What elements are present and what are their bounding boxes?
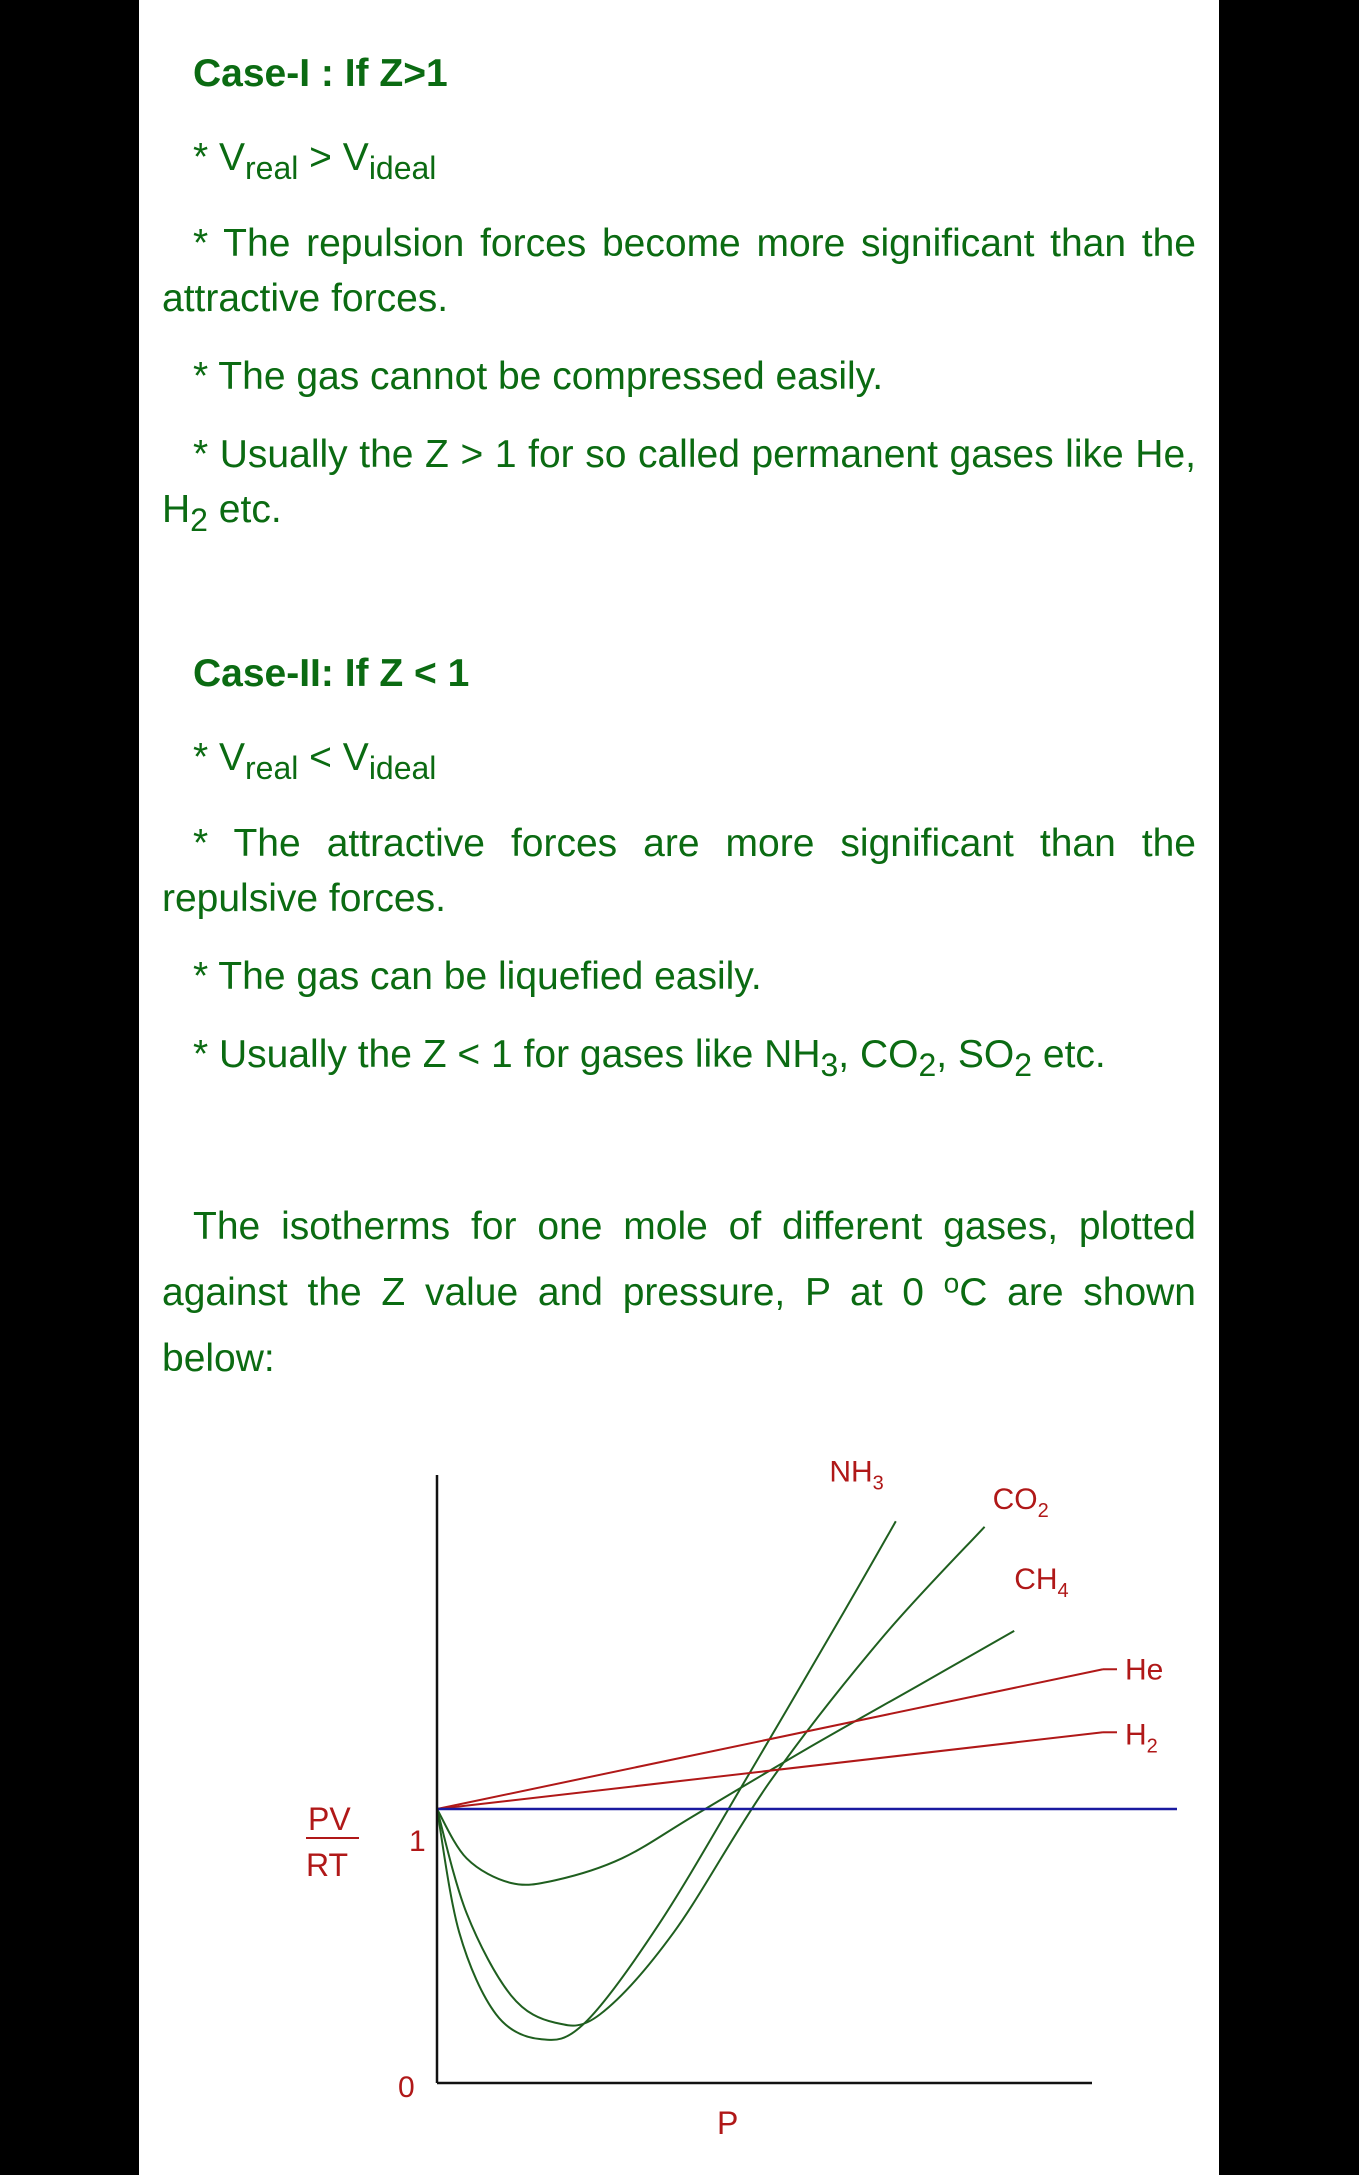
isotherm-intro: The isotherms for one mole of different gases, plotted against the Z value and pressure, P at 0 $^o$C are shown below: [162,1205,1197,1380]
series-label-co2: $CO_2$ [992,1482,1049,1522]
y-axis-label-denominator: RT [306,1847,349,1883]
case1-bullet-compression: * The gas cannot be compressed easily. [193,355,884,398]
y-axis-label-numerator: PV [308,1801,351,1837]
content-page [139,0,1219,2175]
series-line-ch4 [437,1631,1014,1885]
case2-bullet-attraction: * The attractive forces are more significant than the repulsive forces. [162,822,1196,920]
y-tick-label-1: 1 [409,1825,426,1858]
case1-volume-bullet: * $V_{real} > V_{ideal}$ [193,136,437,186]
isotherm-chart [139,1440,1219,2175]
case1-bullet-repulsion: * The repulsion forces become more significant than the attractive forces. [162,222,1196,320]
series-line-nh3 [437,1521,896,2040]
series-line-he [437,1669,1103,1809]
case2-bullet-liquefied: * The gas can be liquefied easily. [193,955,762,998]
series-label-ch4: $CH_4$ [1014,1562,1069,1602]
series-line-co2 [437,1527,985,2026]
case2-bullet-gases: * Usually the Z < 1 for gases like $NH_3$, $CO_2$, $SO_2$ etc. [193,1033,1106,1083]
case2-heading: Case-II: If Z < 1 [193,652,470,695]
chart-series-labels [829,1455,1163,1757]
series-line-h2 [437,1732,1103,1809]
case1-heading: Case-I : If Z>1 [193,52,448,95]
y-tick-label-0: 0 [398,2071,415,2104]
x-axis-label: P [717,2105,739,2141]
series-label-h2: $H_2$ [1125,1718,1158,1758]
series-label-nh3: $NH_3$ [829,1455,884,1495]
case2-volume-bullet: * $V_{real} < V_{ideal}$ [193,736,437,786]
series-label-he: He [1125,1653,1164,1687]
case1-bullet-permanent-gases: * Usually the Z > 1 for so called permanent gases like He, $H_2$ etc. [162,433,1196,538]
